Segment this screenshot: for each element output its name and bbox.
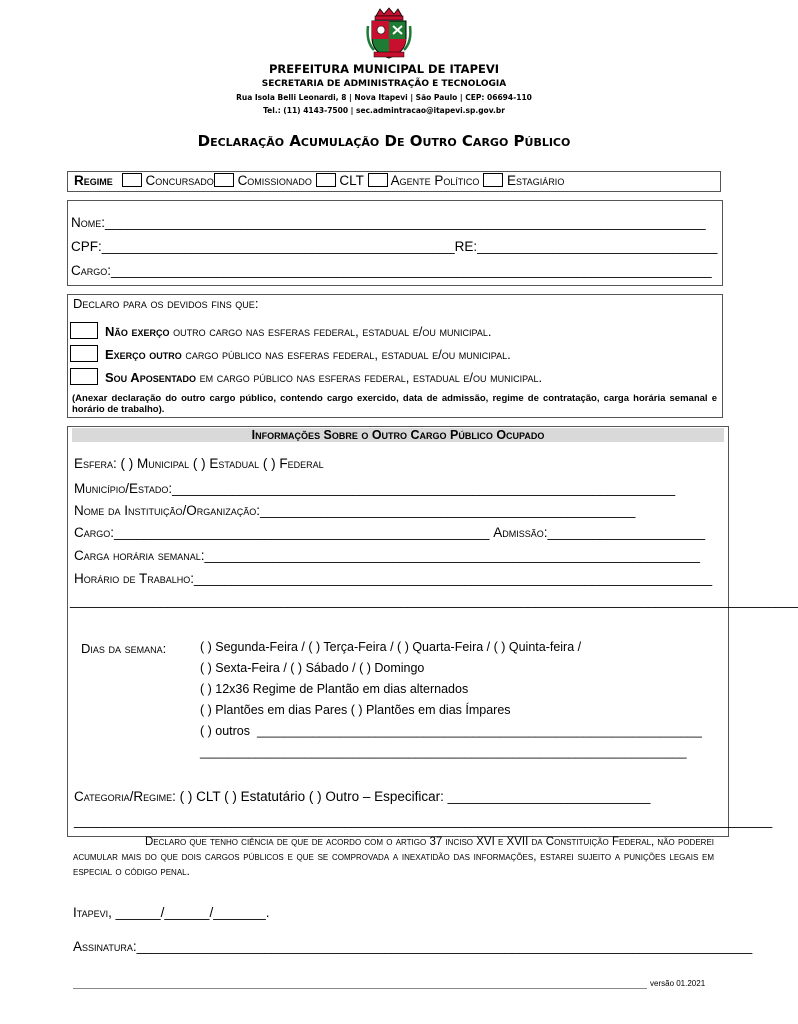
identity-box	[67, 200, 723, 286]
footer-rule	[73, 988, 647, 989]
regime-option-clt: CLT	[339, 173, 364, 188]
municipio-label: Município/Estado:	[74, 481, 173, 496]
regime-checkbox-agente-politico[interactable]	[368, 173, 388, 187]
categoria-especificar-field[interactable]: ___________________________	[447, 789, 651, 804]
regime-option-concursado: Concursado	[145, 173, 214, 188]
regime-checkbox-clt[interactable]	[316, 173, 336, 187]
categoria-options[interactable]: ( ) CLT ( ) Estatutário ( ) Outro – Especificar:	[175, 789, 448, 804]
nao-exerco-checkbox[interactable]	[70, 322, 98, 339]
assinatura-label: Assinatura:	[73, 939, 137, 954]
categoria-extra-line[interactable]: _____________________________________________________________________________________________	[74, 813, 773, 828]
regime-checkbox-concursado[interactable]	[122, 173, 142, 187]
info-heading: Informações Sobre o Outro Cargo Público Ocupado	[72, 428, 724, 442]
dias-outros-option[interactable]: ( ) outros	[200, 724, 251, 738]
carga-field[interactable]: __________________________________________________________________	[204, 548, 701, 563]
assinatura-field[interactable]: __________________________________________________________________________________	[136, 939, 753, 954]
horario-label: Horário de Trabalho:	[74, 571, 195, 586]
exerco-outro-checkbox[interactable]	[70, 345, 98, 362]
municipal-coat-of-arms-logo	[366, 6, 412, 60]
horario-field[interactable]: _____________________________________________________________________	[194, 571, 713, 586]
municipio-field[interactable]: ___________________________________________________________________	[172, 481, 676, 496]
nome-label: Nome:	[71, 215, 106, 230]
nao-exerco-bold: Não exerço	[105, 324, 170, 339]
department-name: SECRETARIA DE ADMINISTRAÇÃO E TECNOLOGIA	[261, 79, 507, 89]
itapevi-label: Itapevi,	[73, 905, 112, 920]
dias-options-1[interactable]: ( ) Segunda-Feira / ( ) Terça-Feira / ( ) Quarta-Feira / ( ) Quinta-feira /	[200, 640, 582, 654]
nao-exerco-text: outro cargo nas esferas federal, estadual e/ou municipal.	[169, 324, 492, 339]
regime-option-agente-politico: Agente Político	[390, 173, 480, 188]
instituicao-field[interactable]: __________________________________________________	[260, 503, 636, 518]
other-position-info-box	[67, 426, 798, 837]
info-cargo-field[interactable]: __________________________________________________	[114, 525, 490, 540]
regime-option-comissionado: Comissionado	[237, 173, 312, 188]
dias-options-2[interactable]: ( ) Sexta-Feira / ( ) Sábado / ( ) Domingo	[200, 661, 425, 675]
re-label: RE:	[454, 239, 478, 254]
aposentado-checkbox[interactable]	[70, 368, 98, 385]
horario-extra-line[interactable]: _________________________________________________________________________________________________	[70, 593, 798, 608]
re-field[interactable]: ________________________________	[477, 239, 718, 254]
categoria-label: Categoria/Regime:	[74, 789, 176, 804]
cargo-field[interactable]: ________________________________________________________________________________	[111, 263, 712, 278]
regime-option-estagiario: Estagiário	[506, 173, 565, 188]
dias-options-3[interactable]: ( ) 12x36 Regime de Plantão em dias alternados	[200, 682, 469, 696]
legal-statement: Declaro que tenho ciência de que de acordo com o artigo 37 inciso XVI e XVII da Constituição Federal, não poderei acumular mais do que dois cargos públicos e que se comprovada a inexatidão das informações, estarei sujeito a punições legais em especial o código penal.	[73, 836, 714, 878]
annex-note: (Anexar declaração do outro cargo público, contendo cargo exercido, data de admissão, regime de contratação, carga horária semanal e horário de trabalho).	[72, 393, 717, 415]
instituicao-label: Nome da Instituição/Organização:	[74, 503, 261, 518]
info-cargo-label: Cargo:	[74, 525, 115, 540]
esfera-options[interactable]: Esfera: ( ) Municipal ( ) Estadual ( ) Federal	[74, 456, 324, 471]
cpf-field[interactable]: _______________________________________________	[101, 239, 455, 254]
dias-outros-field[interactable]: ________________________________________________________________	[256, 724, 702, 738]
date-field[interactable]: ______/______/_______.	[111, 905, 270, 920]
dias-outros-extra-line[interactable]: ______________________________________________________________________	[200, 745, 687, 759]
declaro-intro: Declaro para os devidos fins que:	[73, 296, 259, 311]
exerco-outro-bold: Exerço outro	[105, 347, 182, 362]
cpf-label: CPF:	[71, 239, 102, 254]
declaration-box	[67, 294, 723, 418]
carga-label: Carga horária semanal:	[74, 548, 205, 563]
regime-label: Regime	[74, 173, 113, 188]
aposentado-bold: Sou Aposentado	[105, 370, 197, 385]
regime-box	[67, 171, 721, 192]
nome-field[interactable]: ________________________________________________________________________________	[105, 215, 706, 230]
aposentado-text: em cargo público nas esferas federal, estadual e/ou municipal.	[196, 370, 543, 385]
cargo-label: Cargo:	[71, 263, 112, 278]
version-label: versão 01.2021	[650, 979, 706, 988]
admissao-field[interactable]: _____________________	[547, 525, 706, 540]
org-name: PREFEITURA MUNICIPAL DE ITAPEVI	[268, 62, 500, 76]
address: Rua Isola Belli Leonardi, 8 | Nova Itapevi | São Paulo | CEP: 06694-110	[236, 93, 532, 102]
regime-checkbox-estagiario[interactable]	[483, 173, 503, 187]
dias-label: Dias da semana:	[81, 641, 167, 656]
admissao-label: Admissão:	[493, 525, 548, 540]
exerco-outro-text: cargo público nas esferas federal, estadual e/ou municipal.	[181, 347, 511, 362]
contact: Tel.: (11) 4143-7500 | sec.admintracao@itapevi.sp.gov.br	[263, 106, 505, 115]
regime-checkbox-comissionado[interactable]	[214, 173, 234, 187]
dias-options-4[interactable]: ( ) Plantões em dias Pares ( ) Plantões em dias Ímpares	[200, 703, 511, 717]
page-title: Declaração Acumulação De Outro Cargo Público	[197, 132, 571, 150]
